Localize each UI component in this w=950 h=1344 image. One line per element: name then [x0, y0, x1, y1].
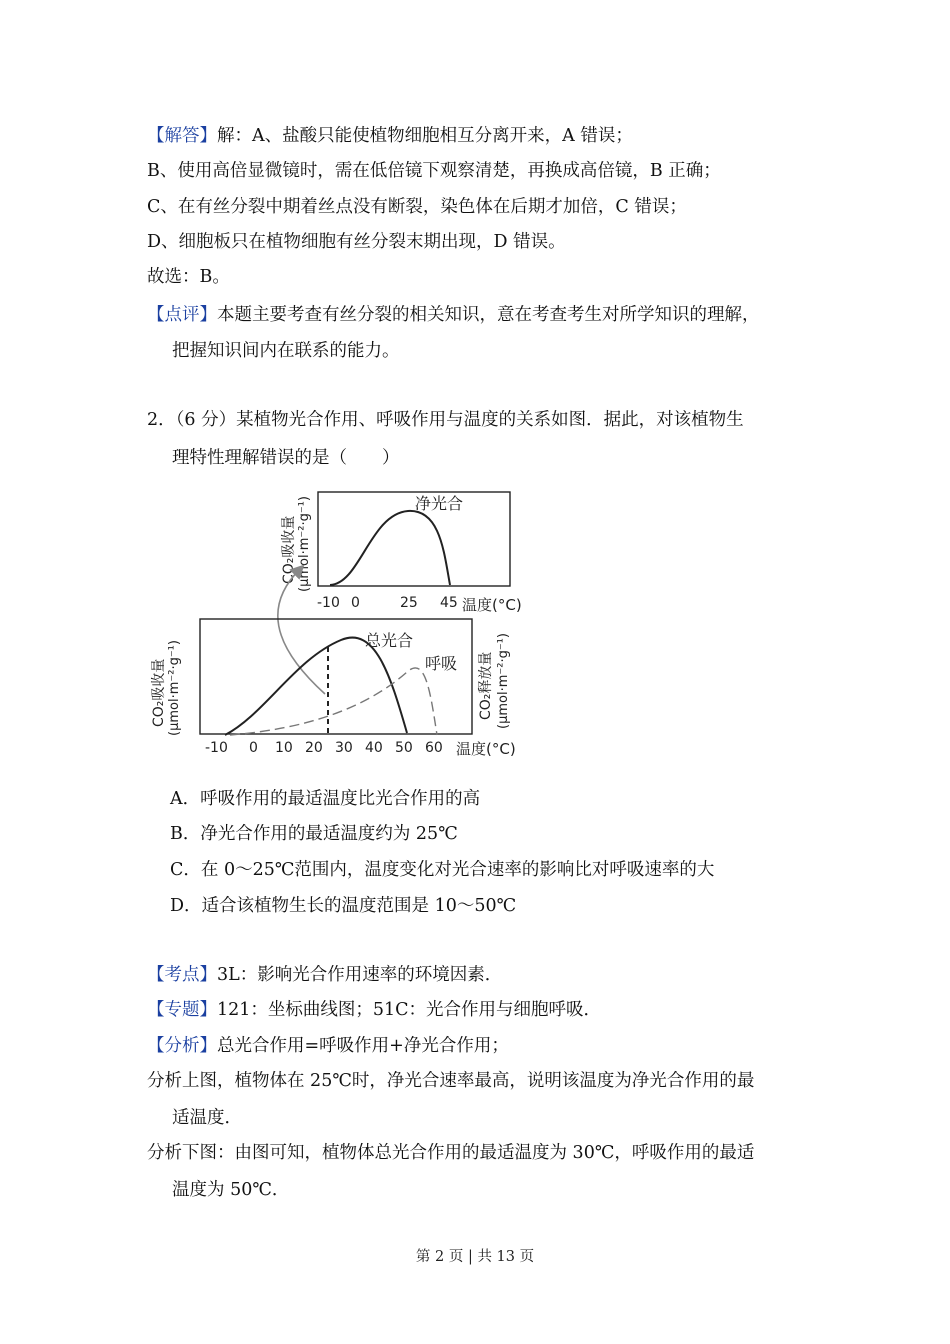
- bottom-tick-20: 20: [305, 740, 323, 756]
- bottom-ylabel-right-1: CO₂释放量: [478, 651, 494, 720]
- bottom-tick-30: 30: [335, 740, 353, 756]
- comment-line-1: [147, 303, 760, 327]
- kaodian-text: 3L：影响光合作用速率的环境因素．: [217, 965, 503, 985]
- top-tick-neg10: -10: [317, 595, 340, 611]
- question-stem-1: 2．（6 分）某植物光合作用、呼吸作用与温度的关系如图．据此，对该植物生: [147, 410, 744, 430]
- kaodian-tag: 【考点】: [147, 965, 217, 985]
- fenxi-text: 总光合作用=呼吸作用+净光合作用；: [217, 1036, 509, 1056]
- upper-analysis-2: 适温度．: [172, 1108, 242, 1128]
- zhuanti-line: [147, 998, 601, 1022]
- total-photosynthesis-label: 总光合: [365, 631, 414, 650]
- page-footer: 第 2 页 | 共 13 页: [415, 1249, 535, 1265]
- bottom-tick-10: 10: [275, 740, 293, 756]
- bottom-tick-50: 50: [395, 740, 413, 756]
- bottom-ylabel-right-2: (μmol·m⁻²·g⁻¹): [496, 633, 511, 729]
- respiration-label: 呼吸: [425, 654, 458, 673]
- option-b: B．净光合作用的最适温度约为 25℃: [170, 824, 458, 844]
- comment-tag: 【点评】: [147, 305, 217, 325]
- answer-tag: 【解答】: [147, 126, 217, 146]
- bottom-xlabel: 温度(°C): [456, 740, 516, 758]
- lower-analysis-1: 分析下图：由图可知，植物体总光合作用的最适温度为 30℃，呼吸作用的最适: [147, 1143, 755, 1163]
- top-ylabel-1: CO₂吸收量: [281, 515, 297, 584]
- bottom-chart-frame: [200, 619, 472, 734]
- net-photosynthesis-label: 净光合: [415, 494, 464, 513]
- answer-line-4: D、细胞板只在植物细胞有丝分裂末期出现，D 错误。: [147, 232, 566, 252]
- comment-text: 本题主要考查有丝分裂的相关知识，意在考查考生对所学知识的理解，: [217, 305, 760, 325]
- net-photosynthesis-curve: [330, 511, 450, 585]
- fenxi-tag: 【分析】: [147, 1036, 217, 1056]
- fenxi-line: [147, 1034, 509, 1058]
- bottom-tick-neg10: -10: [205, 740, 228, 756]
- answer-text-a: 解：A、盐酸只能使植物细胞相互分离开来，A 错误；: [217, 126, 633, 146]
- bottom-tick-60: 60: [425, 740, 443, 756]
- zhuanti-tag: 【专题】: [147, 1000, 217, 1020]
- top-tick-0: 0: [351, 595, 360, 611]
- top-tick-25: 25: [400, 595, 418, 611]
- respiration-curve: [230, 668, 437, 735]
- lower-analysis-2: 温度为 50℃．: [172, 1180, 290, 1200]
- option-a: A．呼吸作用的最适温度比光合作用的高: [170, 789, 481, 809]
- bottom-tick-0: 0: [249, 740, 258, 756]
- top-chart-frame: [318, 492, 510, 586]
- zhuanti-text: 121：坐标曲线图；51C：光合作用与细胞呼吸．: [217, 1000, 602, 1020]
- top-tick-45: 45: [440, 595, 458, 611]
- comment-line-2: 把握知识间内在联系的能力。: [172, 341, 400, 361]
- answer-choice: 故选：B。: [147, 267, 230, 287]
- answer-line-3: C、在有丝分裂中期着丝点没有断裂，染色体在后期才加倍，C 错误；: [147, 197, 687, 217]
- option-c: C．在 0～25℃范围内，温度变化对光合速率的影响比对呼吸速率的大: [170, 860, 715, 880]
- answer-line-1: [147, 124, 633, 148]
- top-ylabel-2: (μmol·m⁻²·g⁻¹): [297, 496, 312, 592]
- temperature-figure: [145, 484, 545, 764]
- bottom-ylabel-left-1: CO₂吸收量: [151, 658, 167, 727]
- bottom-tick-40: 40: [365, 740, 383, 756]
- bottom-ylabel-left-2: (μmol·m⁻²·g⁻¹): [167, 640, 182, 736]
- kaodian-line: [147, 963, 502, 987]
- top-xlabel: 温度(°C): [462, 596, 522, 614]
- question-stem-2: 理特性理解错误的是（ ）: [172, 448, 400, 468]
- upper-analysis-1: 分析上图，植物体在 25℃时，净光合速率最高，说明该温度为净光合作用的最: [147, 1071, 755, 1091]
- option-d: D．适合该植物生长的温度范围是 10～50℃: [170, 896, 517, 916]
- answer-line-2: B、使用高倍显微镜时，需在低倍镜下观察清楚，再换成高倍镜，B 正确；: [147, 161, 721, 181]
